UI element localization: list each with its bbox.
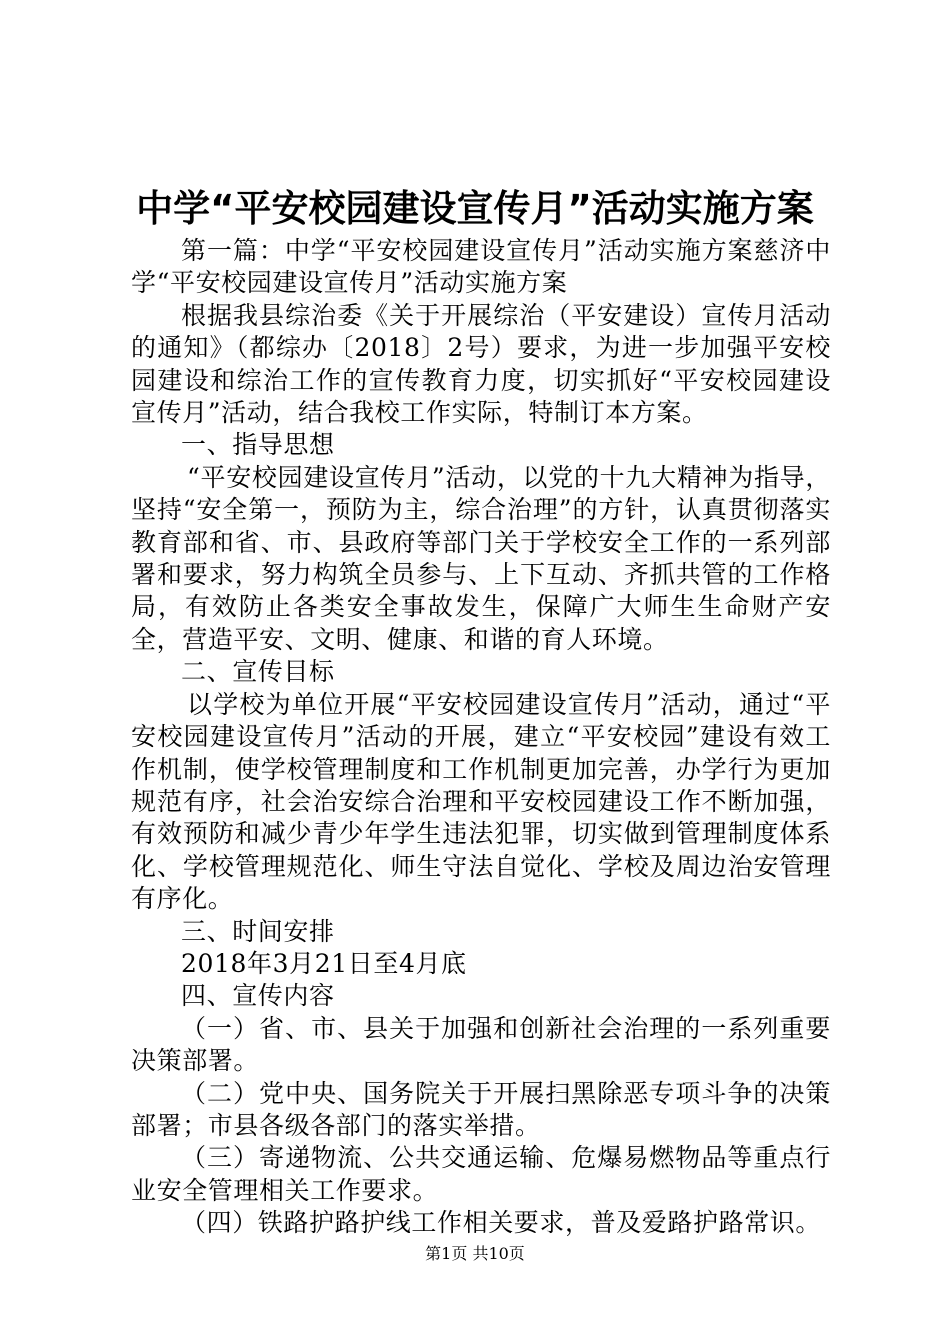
section-heading-goals: 二、宣传目标 — [181, 657, 335, 687]
document-title: 中学“平安校园建设宣传月”活动实施方案 — [136, 187, 814, 230]
section-heading-content: 四、宣传内容 — [181, 981, 335, 1011]
paragraph-goals: 以学校为单位开展“平安校园建设宣传月”活动，通过“平安校园建设宣传月”活动的开展，建立“平安校园”建设有效工作机制，使学校管理制度和工作机制更加完善，办学行为更加规范有序，社会治安综合治理和平安校园建设工作不断加强，有效预防和减少青少年学生违法犯罪，切实做到管理制度体系化、学校管理规范化、师生守法自觉化、学校及周边治安管理有序化。 — [131, 689, 831, 914]
paragraph-content-item-1: （一）省、市、县关于加强和创新社会治理的一系列重要决策部署。 — [131, 1013, 831, 1076]
paragraph-content-item-4: （四）铁路护路护线工作相关要求，普及爱路护路常识。 — [181, 1208, 822, 1238]
document-body — [131, 235, 831, 1240]
paragraph-content-item-3: （三）寄递物流、公共交通运输、危爆易燃物品等重点行业安全管理相关工作要求。 — [131, 1143, 831, 1205]
section-heading-guiding-ideology: 一、指导思想 — [181, 430, 335, 460]
page-footer: 第1页 共10页 — [425, 1244, 525, 1263]
paragraph-schedule: 2018年3月21日至4月底 — [181, 948, 467, 978]
paragraph-content-item-2: （二）党中央、国务院关于开展扫黑除恶专项斗争的决策部署；市县各级各部门的落实举措。 — [131, 1078, 831, 1140]
paragraph-intro: 第一篇：中学“平安校园建设宣传月”活动实施方案慈济中学“平安校园建设宣传月”活动实施方案 — [131, 236, 831, 298]
section-heading-schedule: 三、时间安排 — [181, 916, 335, 946]
paragraph-basis: 根据我县综治委《关于开展综治（平安建设）宣传月活动的通知》（都综办〔2018〕2号）要求，为进一步加强平安校园建设和综治工作的宣传教育力度，切实抓好“平安校园建设宣传月”活动，结合我校工作实际，特制订本方案。 — [131, 300, 831, 428]
paragraph-guiding-ideology: “平安校园建设宣传月”活动，以党的十九大精神为指导，坚持“安全第一，预防为主，综合治理”的方针，认真贯彻落实教育部和省、市、县政府等部门关于学校安全工作的一系列部署和要求，努力构筑全员参与、上下互动、齐抓共管的工作格局，有效防止各类安全事故发生，保障广大师生生命财产安全，营造平安、文明、健康、和谐的育人环境。 — [131, 462, 831, 654]
